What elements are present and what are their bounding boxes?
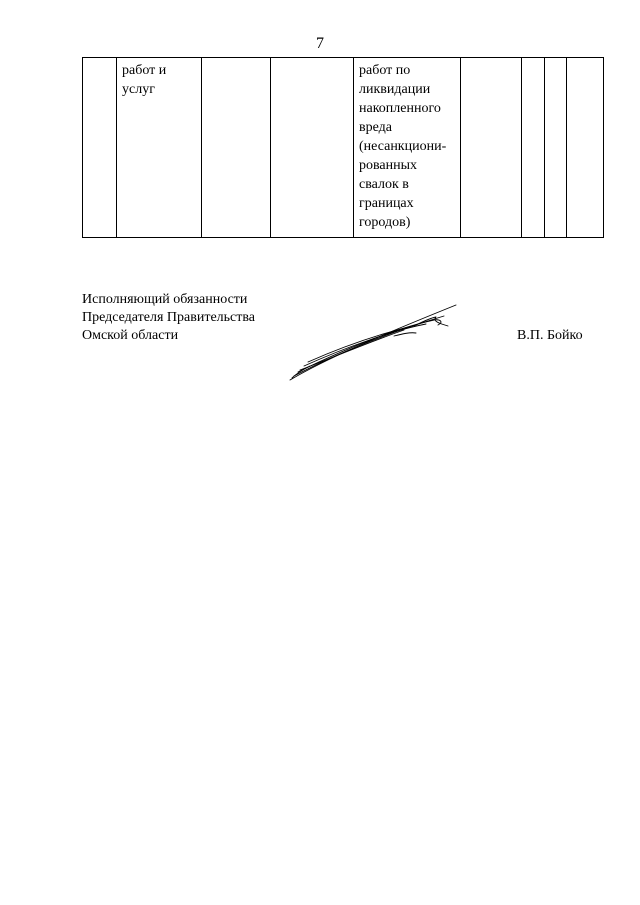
table-column-divider: [201, 58, 202, 237]
table-column-divider: [353, 58, 354, 237]
table-cell-col5: работ по ликвидации накопленного вреда (несанкциони- рованных свалок в границах городов): [359, 63, 447, 230]
table-column-divider: [521, 58, 522, 237]
signatory-position: [82, 291, 255, 345]
table-column-divider: [116, 58, 117, 237]
table-border-right: [603, 58, 604, 237]
table-column-divider: [270, 58, 271, 237]
signatory-position-line: Омской области: [82, 328, 179, 343]
signatory-position-line: Председателя Правительства: [82, 310, 256, 325]
page-number: 7: [316, 35, 324, 52]
table-column-divider: [566, 58, 567, 237]
handwritten-signature-icon: [284, 300, 464, 385]
table-cell-col2: работ и услуг: [122, 63, 167, 97]
table-continuation: [82, 57, 604, 238]
table-border-left: [82, 58, 83, 237]
signatory-position-line: Исполняющий обязанности: [82, 292, 248, 307]
signer-name: В.П. Бойко: [517, 328, 583, 343]
table-column-divider: [544, 58, 545, 237]
table-column-divider: [460, 58, 461, 237]
